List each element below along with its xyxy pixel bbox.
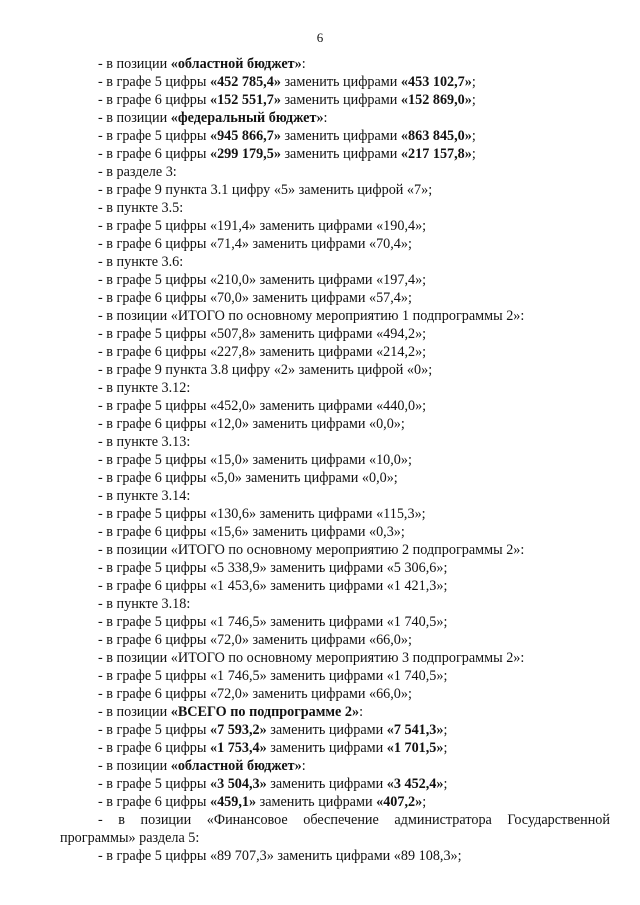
- text-segment: - в пункте 3.14:: [98, 488, 191, 504]
- text-segment: ;: [422, 794, 427, 810]
- bold-text-segment: «452 785,4»: [209, 74, 281, 90]
- text-segment: заменить цифрами: [280, 128, 401, 144]
- text-line: [60, 505, 610, 523]
- text-line: [60, 145, 610, 163]
- text-line: [60, 559, 610, 577]
- text-line: [60, 451, 610, 469]
- text-segment: - в пункте 3.18:: [98, 596, 191, 612]
- text-line: [60, 289, 610, 307]
- text-line: [60, 397, 610, 415]
- text-segment: - в графе 6 цифры «1 453,6» заменить цифрами «1 421,3»;: [98, 578, 448, 594]
- text-line: [60, 55, 610, 73]
- text-segment: - в графе 5 цифры «130,6» заменить цифрами «115,3»;: [98, 506, 426, 522]
- text-line: [60, 523, 610, 541]
- text-line: [60, 127, 610, 145]
- text-segment: - в позиции «ИТОГО по основному мероприятию 1 подпрограммы 2»:: [98, 308, 525, 324]
- text-segment: - в графе 5 цифры «89 707,3» заменить цифрами «89 108,3»;: [98, 848, 462, 864]
- text-line: [60, 307, 610, 325]
- text-line: [60, 721, 610, 739]
- text-segment: ;: [443, 722, 448, 738]
- text-segment: - в графе 5 цифры «191,4» заменить цифрами «190,4»;: [98, 218, 427, 234]
- text-segment: - в графе 6 цифры «12,0» заменить цифрами «0,0»;: [98, 416, 405, 432]
- text-segment: ;: [443, 776, 448, 792]
- text-segment: :: [323, 110, 328, 126]
- bold-text-segment: «областной бюджет»: [170, 758, 302, 774]
- text-segment: - в позиции: [98, 704, 171, 720]
- text-line: [60, 379, 610, 397]
- text-line: [60, 775, 610, 793]
- bold-text-segment: «863 845,0»: [400, 128, 472, 144]
- bold-text-segment: «217 157,8»: [400, 146, 472, 162]
- text-line: [60, 271, 610, 289]
- text-segment: - в разделе 3:: [98, 164, 177, 180]
- bold-text-segment: «152 551,7»: [209, 92, 281, 108]
- text-segment: - в позиции «Финансовое обеспечение администратора Государственной: [98, 812, 610, 828]
- text-segment: - в графе 5 цифры: [98, 776, 210, 792]
- text-segment: - в пункте 3.5:: [98, 200, 184, 216]
- text-segment: заменить цифрами: [280, 146, 401, 162]
- bold-text-segment: «7 593,2»: [209, 722, 267, 738]
- text-segment: заменить цифрами: [280, 74, 401, 90]
- bold-text-segment: «945 866,7»: [209, 128, 281, 144]
- text-segment: - в графе 5 цифры «507,8» заменить цифрами «494,2»;: [98, 326, 427, 342]
- text-segment: - в графе 6 цифры: [98, 146, 210, 162]
- bold-text-segment: «федеральный бюджет»: [170, 110, 324, 126]
- text-segment: - в позиции: [98, 110, 171, 126]
- text-segment: - в графе 5 цифры «1 746,5» заменить цифрами «1 740,5»;: [98, 668, 448, 684]
- text-segment: - в графе 6 цифры: [98, 740, 210, 756]
- text-line: [60, 811, 610, 829]
- text-line: [60, 649, 610, 667]
- text-segment: - в графе 5 цифры «452,0» заменить цифрами «440,0»;: [98, 398, 427, 414]
- bold-text-segment: «459,1»: [209, 794, 257, 810]
- text-segment: программы» раздела 5:: [60, 830, 200, 846]
- text-segment: :: [359, 704, 364, 720]
- text-line: [60, 199, 610, 217]
- text-segment: - в графе 5 цифры: [98, 722, 210, 738]
- bold-text-segment: «1 701,5»: [386, 740, 444, 756]
- text-line: [60, 829, 610, 847]
- text-line: [60, 703, 610, 721]
- text-line: [60, 163, 610, 181]
- bold-text-segment: «7 541,3»: [386, 722, 444, 738]
- text-line: [60, 631, 610, 649]
- text-segment: ;: [471, 128, 476, 144]
- text-segment: - в графе 5 цифры: [98, 74, 210, 90]
- text-segment: - в графе 6 цифры «227,8» заменить цифрами «214,2»;: [98, 344, 427, 360]
- text-segment: заменить цифрами: [280, 92, 401, 108]
- text-segment: - в графе 5 цифры: [98, 128, 210, 144]
- text-line: [60, 217, 610, 235]
- text-line: [60, 91, 610, 109]
- text-segment: - в графе 5 цифры «15,0» заменить цифрами «10,0»;: [98, 452, 412, 468]
- text-line: [60, 757, 610, 775]
- text-line: [60, 793, 610, 811]
- text-segment: ;: [471, 74, 476, 90]
- text-segment: - в графе 6 цифры «71,4» заменить цифрами «70,4»;: [98, 236, 412, 252]
- page-number: 6: [316, 30, 324, 45]
- bold-text-segment: «областной бюджет»: [170, 56, 302, 72]
- text-line: [60, 343, 610, 361]
- text-segment: - в позиции «ИТОГО по основному мероприятию 2 подпрограммы 2»:: [98, 542, 525, 558]
- text-line: [60, 595, 610, 613]
- text-segment: ;: [471, 146, 476, 162]
- text-segment: заменить цифрами: [266, 740, 387, 756]
- bold-text-segment: «3 452,4»: [386, 776, 444, 792]
- bold-text-segment: «407,2»: [376, 794, 423, 810]
- text-segment: - в пункте 3.6:: [98, 254, 184, 270]
- bold-text-segment: «1 753,4»: [209, 740, 267, 756]
- text-segment: - в графе 6 цифры «15,6» заменить цифрами «0,3»;: [98, 524, 405, 540]
- text-line: [60, 235, 610, 253]
- text-line: [60, 325, 610, 343]
- text-line: [60, 109, 610, 127]
- text-segment: - в графе 6 цифры «72,0» заменить цифрами «66,0»;: [98, 632, 412, 648]
- bold-text-segment: «ВСЕГО по подпрограмме 2»: [170, 704, 360, 720]
- text-line: [60, 739, 610, 757]
- text-line: [60, 361, 610, 379]
- text-line: [60, 667, 610, 685]
- text-line: [60, 73, 610, 91]
- text-segment: ;: [443, 740, 448, 756]
- text-line: [60, 415, 610, 433]
- text-segment: - в графе 9 пункта 3.8 цифру «2» заменить цифрой «0»;: [98, 362, 433, 378]
- text-line: [60, 253, 610, 271]
- text-segment: - в графе 6 цифры «70,0» заменить цифрами «57,4»;: [98, 290, 412, 306]
- text-line: [60, 487, 610, 505]
- text-segment: заменить цифрами: [266, 776, 387, 792]
- text-line: [60, 541, 610, 559]
- text-segment: - в пункте 3.12:: [98, 380, 191, 396]
- text-segment: :: [301, 56, 306, 72]
- text-segment: - в графе 6 цифры «5,0» заменить цифрами «0,0»;: [98, 470, 398, 486]
- text-segment: :: [301, 758, 306, 774]
- text-segment: ;: [471, 92, 476, 108]
- text-line: [60, 613, 610, 631]
- bold-text-segment: «299 179,5»: [209, 146, 281, 162]
- text-line: [60, 685, 610, 703]
- text-segment: - в графе 6 цифры: [98, 92, 210, 108]
- text-segment: - в позиции: [98, 758, 171, 774]
- text-line: [60, 181, 610, 199]
- text-segment: - в графе 9 пункта 3.1 цифру «5» заменить цифрой «7»;: [98, 182, 433, 198]
- text-segment: - в позиции «ИТОГО по основному мероприятию 3 подпрограммы 2»:: [98, 650, 525, 666]
- document-body: [60, 55, 610, 865]
- text-segment: - в графе 6 цифры «72,0» заменить цифрами «66,0»;: [98, 686, 412, 702]
- text-line: [60, 433, 610, 451]
- text-segment: - в позиции: [98, 56, 171, 72]
- text-segment: - в графе 5 цифры «1 746,5» заменить цифрами «1 740,5»;: [98, 614, 448, 630]
- text-segment: - в пункте 3.13:: [98, 434, 191, 450]
- text-segment: заменить цифрами: [256, 794, 377, 810]
- bold-text-segment: «3 504,3»: [209, 776, 267, 792]
- text-line: [60, 847, 610, 865]
- text-segment: - в графе 5 цифры «5 338,9» заменить цифрами «5 306,6»;: [98, 560, 448, 576]
- text-segment: заменить цифрами: [266, 722, 387, 738]
- text-segment: - в графе 6 цифры: [98, 794, 210, 810]
- text-line: [60, 469, 610, 487]
- text-line: [60, 577, 610, 595]
- bold-text-segment: «453 102,7»: [400, 74, 472, 90]
- bold-text-segment: «152 869,0»: [400, 92, 472, 108]
- text-segment: - в графе 5 цифры «210,0» заменить цифрами «197,4»;: [98, 272, 427, 288]
